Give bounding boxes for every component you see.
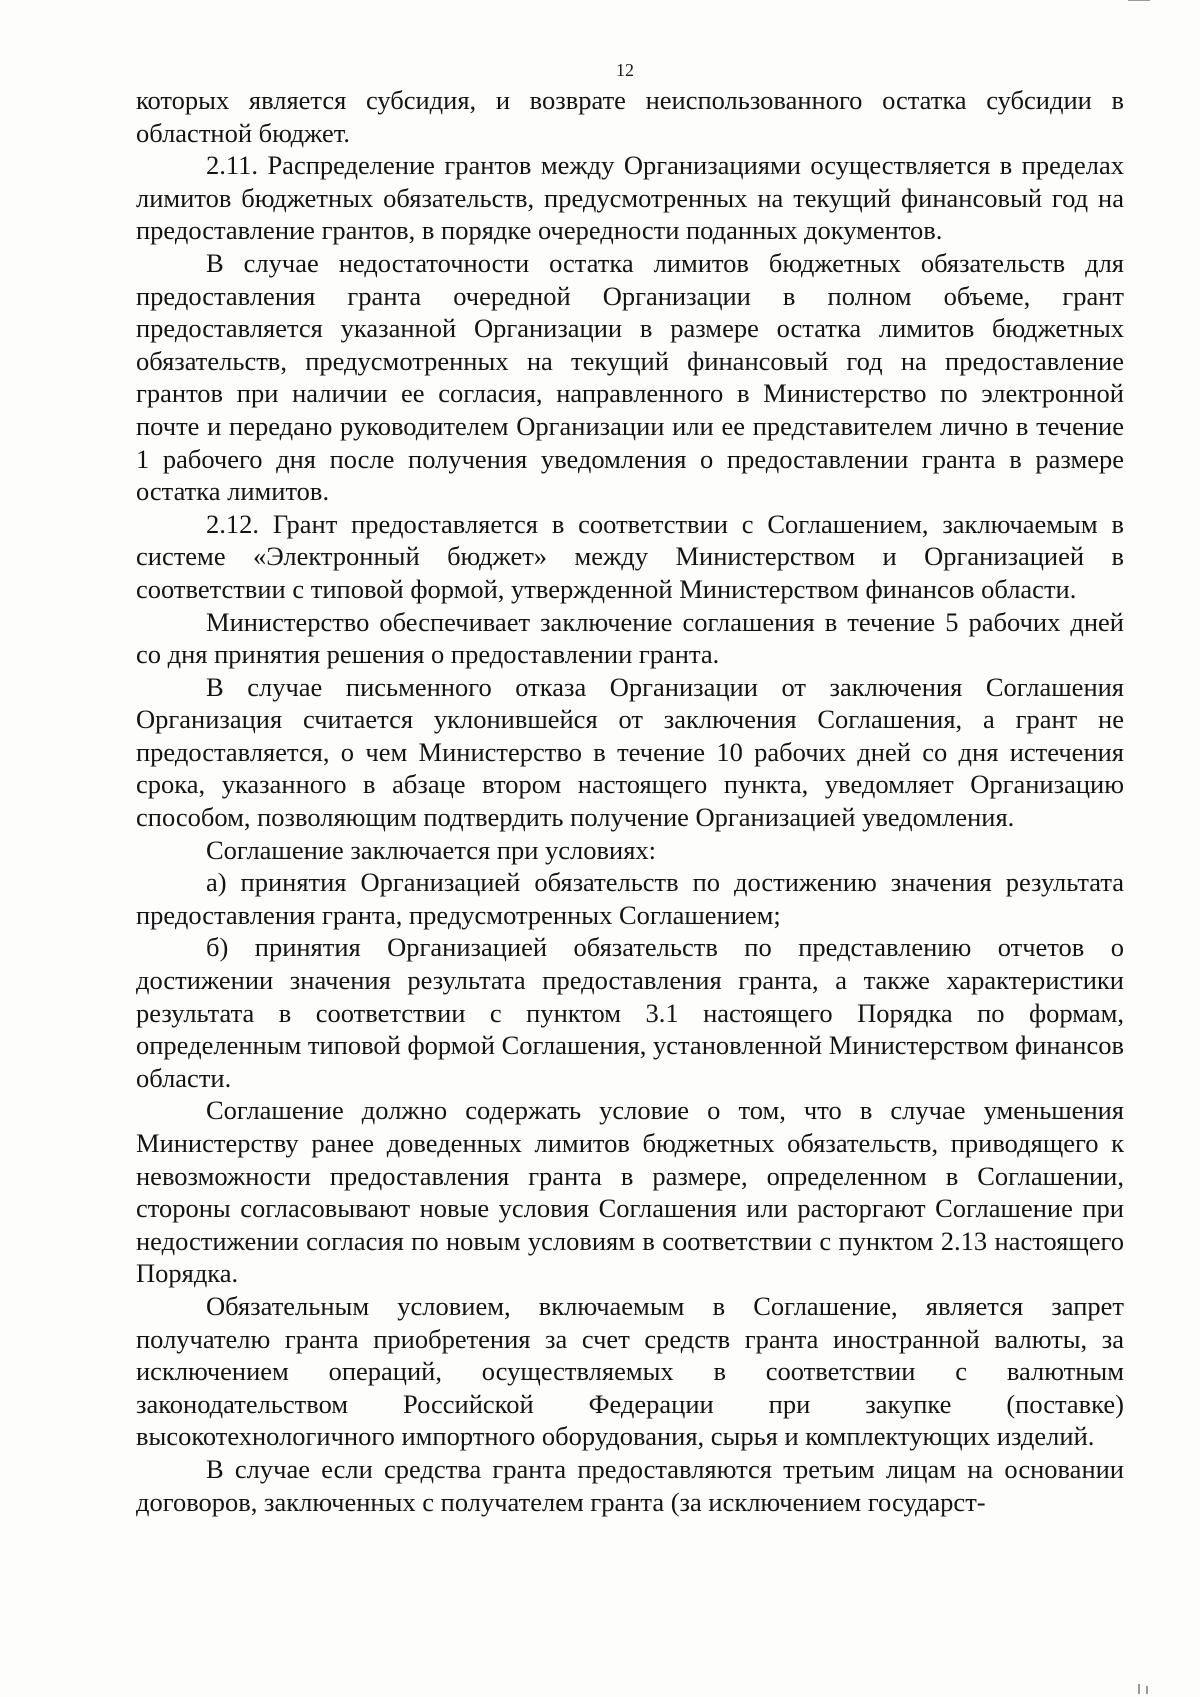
paragraph-condition-b: б) принятия Организацией обязательств по представлению отчетов о достижении значения результата предоставления гранта, а также характеристики результата в соответствии с пунктом 3.1 настоящего Порядка по формам, определенным типовой формой Соглашения, установленной Министерством финансов области. xyxy=(136,932,1124,1093)
paragraph-currency-ban: Обязательным условием, включаемым в Соглашение, является запрет получателю гранта приобретения за счет средств гранта иностранной валюты, за исключением операций, осуществляемых в соответствии с валютным законодательством Российской Федерации при закупке (поставке) высокотехнологичного импортного оборудования, сырья и комплектующих изделий. xyxy=(136,1290,1124,1452)
paragraph-condition-a: а) принятия Организацией обязательств по достижению значения результата предоставления гранта, предусмотренных Соглашением; xyxy=(136,867,1124,930)
paragraph-limits-reduction: Соглашение должно содержать условие о том, что в случае уменьшения Министерству ранее доведенных лимитов бюджетных обязательств, приводящего к невозможности предоставления гранта в размере, определенном в Соглашении, стороны согласовывают новые условия Соглашения или расторгают Соглашение при недостижении согласия по новым условиям в соответствии с пунктом 2.13 настоящего Порядка. xyxy=(136,1095,1124,1289)
paragraph-refusal: В случае письменного отказа Организации от заключения Соглашения Организация считается уклонившейся от заключения Соглашения, а грант не предоставляется, о чем Министерство в течение 10 рабочих дней со дня истечения срока, указанного в абзаце втором настоящего пункта, уведомляет Организацию способом, позволяющим подтвердить получение Организацией уведомления. xyxy=(136,671,1124,833)
page-number: 12 xyxy=(616,60,634,80)
paragraph-continuation: которых является субсидия, и возврате неиспользованного остатка субсидии в областной бюджет. xyxy=(136,85,1124,148)
paragraph-conditions-intro: Соглашение заключается при условиях: xyxy=(206,834,657,865)
paragraph-limits-shortage: В случае недостаточности остатка лимитов бюджетных обязательств для предоставления гранта очередной Организации в полном объеме, грант предоставляется указанной Организации в размере остатка лимитов бюджетных обязательств, предусмотренных на текущий финансовый год на предоставление грантов при наличии ее согласия, направленного в Министерство по электронной почте и передано руководителем Организации или ее представителем лично в течение 1 рабочего дня после получения уведомления о предоставлении гранта в размере остатка лимитов. xyxy=(136,247,1124,507)
paragraph-agreement-term: Министерство обеспечивает заключение соглашения в течение 5 рабочих дней со дня принятия решения о предоставлении гранта. xyxy=(136,606,1124,670)
paragraph-2-11: 2.11. Распределение грантов между Организациями осуществляется в пределах лимитов бюджетных обязательств, предусмотренных на текущий финансовый год на предоставление грантов, в порядке очередности поданных документов. xyxy=(136,150,1124,246)
scan-artifact-top-right xyxy=(1128,0,1150,1)
paragraph-third-parties: В случае если средства гранта предоставляются третьим лицам на основании договоров, заключенных с получателем гранта (за исключением государст- xyxy=(136,1453,1124,1517)
scan-artifact-bottom-right xyxy=(1138,1684,1140,1694)
document-body xyxy=(136,84,1124,1518)
paragraph-2-12: 2.12. Грант предоставляется в соответствии с Соглашением, заключаемым в системе «Электронный бюджет» между Министерством и Организацией в соответствии с типовой формой, утвержденной Министерством финансов области. xyxy=(136,508,1124,604)
scan-artifact-bottom-right-2 xyxy=(1146,1686,1148,1694)
